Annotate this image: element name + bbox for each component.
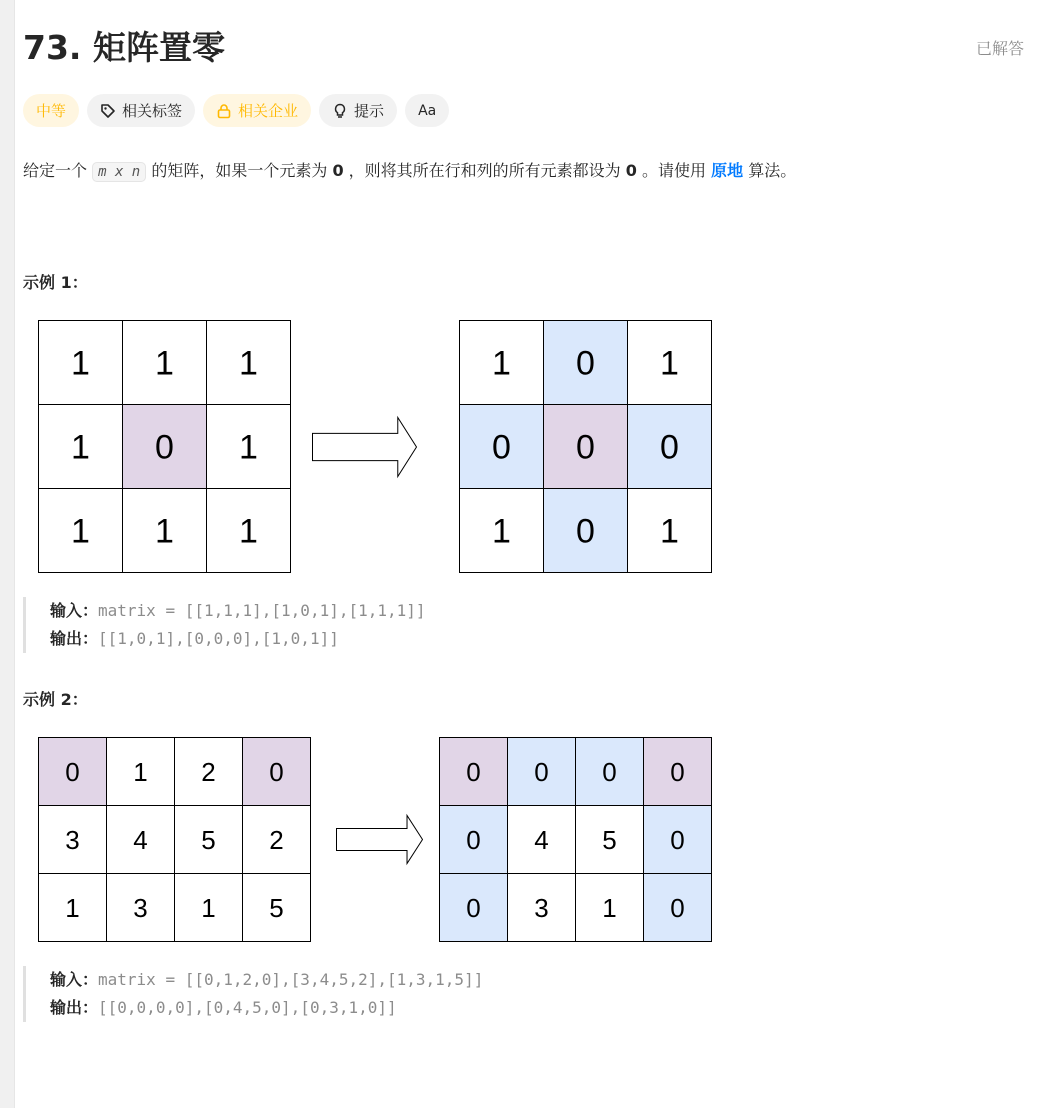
matrix-before	[39, 738, 311, 942]
example-1-illustration	[38, 320, 714, 574]
matrix-cell-value: 0	[670, 756, 685, 787]
input-value: matrix = [[0,1,2,0],[3,4,5,2],[1,3,1,5]]	[98, 970, 484, 989]
matrix-cell-value: 1	[71, 512, 90, 551]
zero-bold: 0	[332, 161, 344, 180]
matrix-cell-value: 0	[466, 892, 481, 923]
matrix-cell-value: 0	[670, 824, 685, 855]
matrix-cell-value: 0	[492, 428, 511, 467]
matrix-cell-value: 1	[239, 344, 258, 383]
output-label: 输出：	[50, 998, 99, 1017]
matrix-cell-value: 2	[269, 824, 284, 855]
matrix-cell-value: 3	[534, 892, 549, 923]
matrix-cell-value: 1	[492, 344, 511, 383]
matrix-cell-value: 1	[602, 892, 617, 923]
left-panel-edge	[0, 0, 15, 1108]
matrix-cell-value: 5	[201, 824, 216, 855]
output-value: [[1,0,1],[0,0,0],[1,0,1]]	[98, 629, 339, 648]
lock-icon	[216, 103, 232, 119]
matrix-cell-value: 0	[576, 344, 595, 383]
matrix-cell-value: 0	[155, 428, 174, 467]
statement-text: 。请使用	[636, 161, 712, 180]
tag-bar	[23, 94, 449, 127]
matrix-cell-value: 0	[65, 756, 80, 787]
matrix-cell-value: 4	[534, 824, 549, 855]
matrix-cell-value: 5	[602, 824, 617, 855]
statement-text: 算法。	[743, 161, 797, 180]
matrix-cell-value: 5	[269, 892, 284, 923]
related-companies-label: 相关企业	[238, 102, 299, 120]
matrix-before	[39, 321, 291, 573]
dimension-code: m x n	[92, 162, 146, 182]
tag-icon	[100, 103, 116, 119]
output-value: [[0,0,0,0],[0,4,5,0],[0,3,1,0]]	[98, 998, 397, 1017]
statement-text: 给定一个	[23, 161, 93, 180]
difficulty-badge	[23, 94, 79, 127]
font-size-button[interactable]	[405, 94, 449, 127]
example-1-title: 示例 1：	[23, 273, 88, 292]
matrix-cell-value: 0	[534, 756, 549, 787]
lightbulb-icon	[332, 103, 348, 119]
zero-bold: 0	[625, 161, 637, 180]
input-value: matrix = [[1,1,1],[1,0,1],[1,1,1]]	[98, 601, 426, 620]
solved-status: 已解答	[976, 39, 1025, 58]
hint-button[interactable]	[319, 94, 397, 127]
matrix-cell-value: 0	[269, 756, 284, 787]
matrix-cell-value: 1	[65, 892, 80, 923]
matrix-cell-value: 1	[660, 344, 679, 383]
problem-title[interactable]: 73. 矩阵置零	[23, 28, 225, 67]
matrix-cell-value: 2	[201, 756, 216, 787]
input-label: 输入：	[50, 970, 99, 989]
matrix-cell-value: 3	[133, 892, 148, 923]
matrix-cell-value: 0	[466, 756, 481, 787]
matrix-cell-value: 0	[576, 428, 595, 467]
matrix-cell-value: 0	[602, 756, 617, 787]
example-2-title: 示例 2：	[23, 690, 88, 709]
matrix-cell-value: 1	[155, 344, 174, 383]
statement-text: 的矩阵，如果一个元素为	[146, 161, 333, 180]
example-2-illustration	[38, 737, 714, 943]
difficulty-label: 中等	[36, 102, 67, 120]
example-2-io	[23, 966, 483, 1022]
hint-label: 提示	[354, 102, 385, 120]
matrix-cell-value: 1	[71, 428, 90, 467]
font-size-icon: Aa	[418, 102, 437, 119]
matrix-cell-value: 0	[670, 892, 685, 923]
matrix-cell-value: 1	[239, 428, 258, 467]
related-tags-button[interactable]	[87, 94, 195, 127]
matrix-cell-value: 1	[660, 512, 679, 551]
matrix-cell-value: 0	[466, 824, 481, 855]
matrix-cell-value: 3	[65, 824, 80, 855]
matrix-cell-value: 1	[201, 892, 216, 923]
input-label: 输入：	[50, 601, 99, 620]
matrix-after	[460, 321, 712, 573]
matrix-cell-value: 1	[492, 512, 511, 551]
matrix-cell-value: 4	[133, 824, 148, 855]
matrix-cell-value: 1	[133, 756, 148, 787]
right-arrow-icon	[337, 816, 423, 864]
matrix-cell-value: 0	[576, 512, 595, 551]
matrix-cell-value: 1	[71, 344, 90, 383]
matrix-cell-value: 1	[155, 512, 174, 551]
example-1-io	[23, 597, 426, 653]
matrix-cell-value: 1	[239, 512, 258, 551]
right-arrow-icon	[313, 418, 417, 477]
statement-text: ，则将其所在行和列的所有元素都设为	[343, 161, 626, 180]
in-place-link[interactable]: 原地	[711, 161, 744, 180]
matrix-cell-value: 0	[660, 428, 679, 467]
problem-statement	[23, 158, 796, 185]
related-tags-label: 相关标签	[122, 102, 183, 120]
related-companies-button[interactable]	[203, 94, 311, 127]
matrix-after	[440, 738, 712, 942]
output-label: 输出：	[50, 629, 99, 648]
